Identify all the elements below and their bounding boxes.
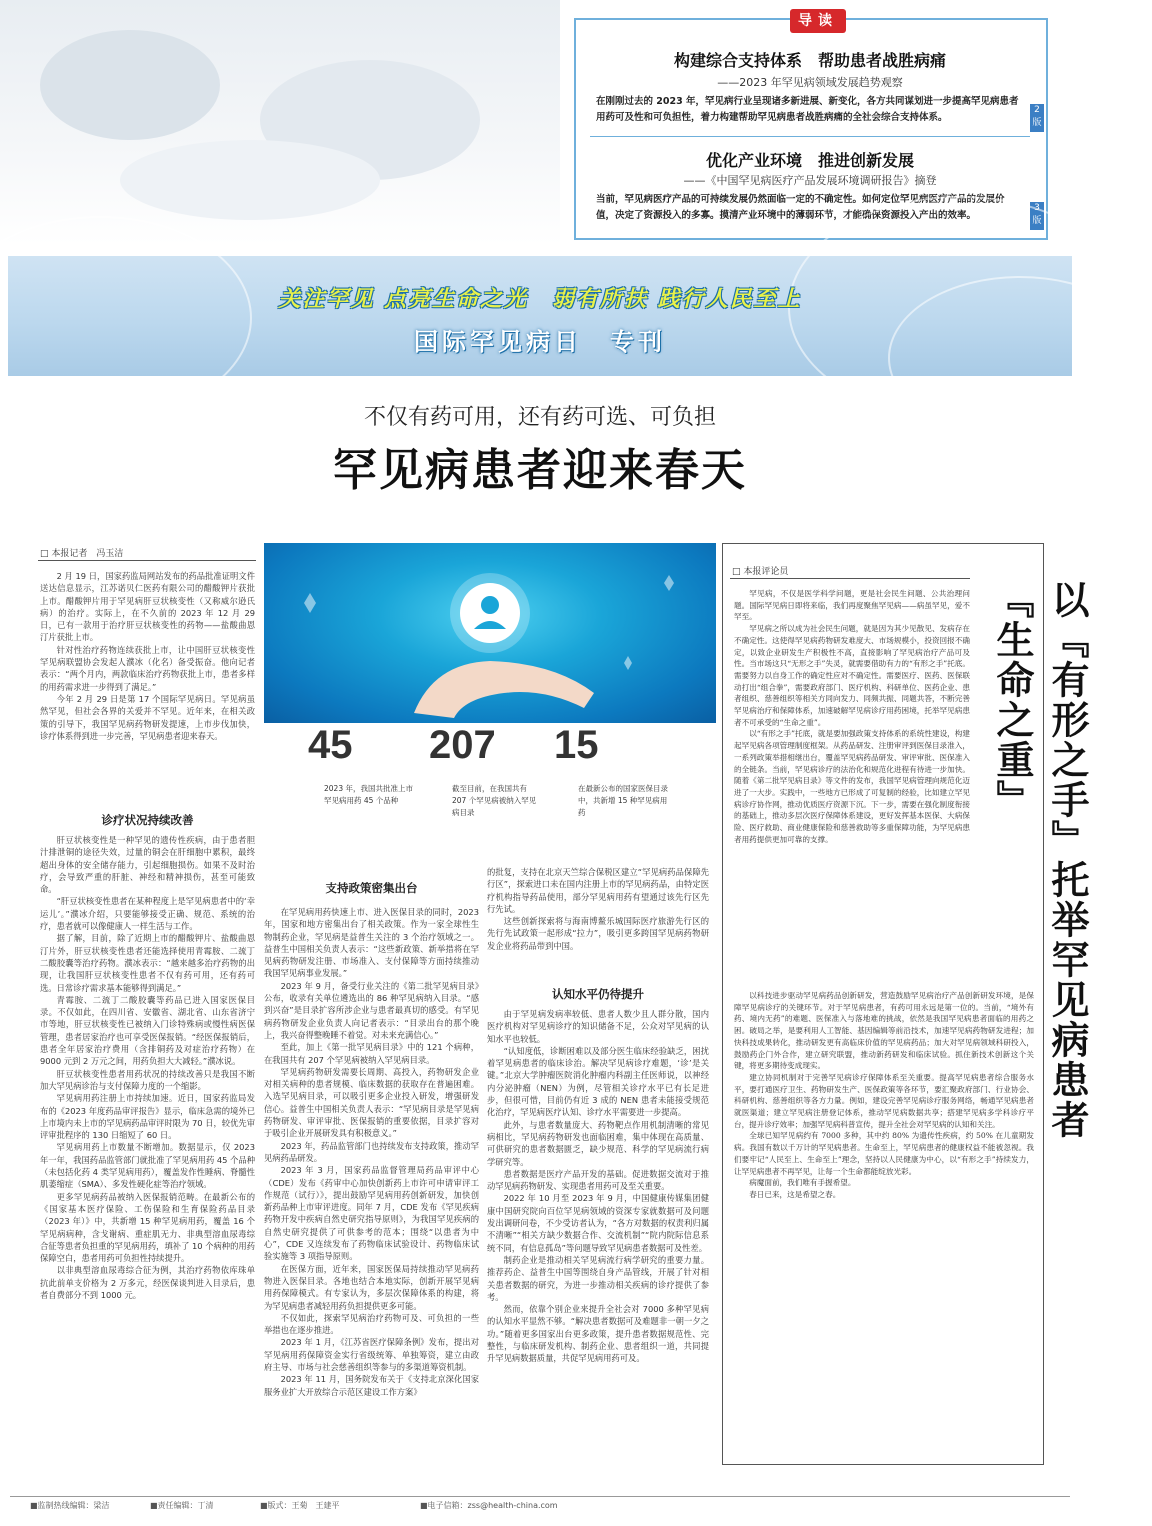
paragraph: 以“有形之手”托底，就是要加强政策支持体系的系统性建设，构建起罕见病各项管理制度框架。从药品研发、注册审评到医保目录准入，一系列政策举措相继出台，覆盖罕见病药品研发、审评审批、医保准入的全链条。当前，罕见病诊疗的法治化和规范化进程有待进一步加快。随着《第二批罕见病目录》等文件的发布，我国罕见病管理向规范化迈进了一大步。实践中，一些地方已形成了可复制的经验，比如建立罕见病诊疗协作网，推动优质医疗资源下沉。下一步，需要在强化制度衔接的基础上，推动多层次医疗保障体系建设，更好发挥基本医保、大病保险、医疗救助、商业健康保险和慈善救助等多重保障功能，为罕见病患者用药提供更加可靠的支撑。 [734,729,970,844]
paragraph: 建立协同机制对于完善罕见病诊疗保障体系至关重要。提高罕见病患者综合服务水平，要打通医疗卫生、药物研发生产、医保政策等各环节，要汇聚政府部门、行业协会、科研机构、慈善组织等各方力量。例如，建设完善罕见病诊疗服务网络，畅通罕见病患者就医渠道；建立罕见病注册登记体系，推动罕见病数据共享；搭建罕见病多学科诊疗平台，提升诊疗效率；加强罕见病科普宣传，提升全社会对罕见病的认知和关注。 [734,1072,1034,1129]
paragraph: 2023 年，药品监管部门也持续发布支持政策，推动罕见病药品研发。 [264,1140,479,1163]
guide-item2-subtitle: ——《中国罕见病医疗产品发展环境调研报告》摘登 [683,174,937,187]
commentary-text-lower [734,990,1034,1201]
subhead-2: 支持政策密集出台 [325,881,418,895]
paragraph: 全球已知罕见病约有 7000 多种，其中约 80% 为遗传性疾病，约 50% 在儿童期发病。我国有数以千万计的罕见病患者。生命至上，罕见病患者的健康权益不能被忽视。我们要牢记“人民至上、生命至上”理念，坚持以人民健康为中心，以“有形之手”持续发力，让罕见病患者不再罕见，让每一个生命都能绽放光彩。 [734,1131,1034,1176]
paragraph: 肝豆状核变性是一种罕见的遗传性疾病，由于患者胆汁排泄铜的途径失效，过量的铜会在肝细胞中累积，最终超出身体的安全储存能力，引起细胞损伤。如果不及时治疗，会导致严重的肝脏、神经和精神损伤，甚至可能致命。 [40,835,255,895]
paragraph: 以科技进步驱动罕见病药品创新研发，营造鼓励罕见病治疗产品创新研发环境，是保障罕见病诊疗的关键环节。对于罕见病患者，有药可用永远是第一位的。当前，“境外有药、境内无药”的难题、医保准入与落地难的挑战，依然是我国罕见病患者面临的用药之困。破局之举，是要利用人工智能、基因编辑等前沿技术，加速罕见病药物研发进程；加快科技成果转化，推动研发更有高临床价值的罕见病药品；加大对罕见病领域科研投入，鼓励药企门外合作，建立研究联盟，推动新药研发和临床试验。抓住新技术创新这个关键，将更多期待变成现实。 [734,991,1034,1071]
paragraph: 罕见病用药上市数量不断增加。数据显示，仅 2023 年一年，我国药品监管部门就批准了罕见病用药 45 个品种（未包括化药 4 类罕见病用药），覆盖发作性睡病、脊髓性肌萎缩症（SMA）、多发性硬化症等治疗领域。 [40,1142,255,1190]
paragraph: 青霉胺、二巯丁二酸胶囊等药品已进入国家医保目录。不仅如此，在四川省、安徽省、湖北省、山东省济宁市等地，肝豆状核变性已被纳入门诊特殊病或慢性病医保管理，患者居家治疗也可享受医保报销。“经医保报销后，患者全年居家治疗费用（含排铜药及对症治疗药物）在 9000 元到 2 万元之间，用药负担大大减轻。”濮冰说。 [40,994,255,1067]
paragraph: 罕见病之所以成为社会民生问题，就是因为其少见散见、发病存在不确定性。这使得罕见病药物研发难度大、市场规模小，投资回报不确定，以致企业研发生产积极性不高，直接影响了罕见病治疗产品可及性。当市场这只“无形之手”失灵，就需要借助有力的“有形之手”托底。需要努力以自身工作的确定性应对不确定性。需要医疗、医药、医保联动打出“组合拳”，需要政府部门、医疗机构、科研单位、医药企业、患者组织、慈善组织等相关方同向发力、同频共振、同题共答，不断完善罕见病治疗和保障体系，加速破解罕见病诊疗用药困境，托举罕见病患者不可承受的“生命之重”。 [734,624,970,727]
paragraph: 2022 年 10 月至 2023 年 9 月，中国健康传媒集团健康中国研究院向百位罕见病领域的资深专家就数据可及问题发出调研问卷，不少受访者认为，“各方对数据的权责利归属不清晰”“相关方缺少数据合作、交流机制”“院内院际信息系统不同，有信息孤岛”等问题导致罕见病患者数据可及性差。 [487,1193,709,1253]
guide-item2-page[interactable]: 3版 [1030,202,1044,230]
guide-tag: 导读 [790,9,846,33]
footer-item: ■监制热线编辑：梁洁 [30,1501,110,1510]
paragraph: 的批复，支持在北京天竺综合保税区建立“罕见病药品保障先行区”，探索进口未在国内注册上市的罕见病药品，由特定医疗机构指导药品使用，部分罕见病用药有望通过该先行区先行先试。 [487,867,709,914]
paragraph: 春日已来，这是希望之春。 [749,1189,841,1199]
commentary-rule [730,578,970,579]
guide-separator [590,136,1030,137]
byline-rule [38,560,256,561]
column-1-intro [40,570,255,742]
banner-slogan: 关注罕见 点亮生命之光 弱有所扶 践行人民至上 [278,287,802,312]
column-2-body [264,906,479,1398]
paragraph: 罕见病用药注册上市持续加速。近日，国家药监局发布的《2023 年度药品审评报告》显示，临床急需的境外已上市境内未上市的罕见病药品审评时限为 70 日，较优先审评审批程序的 130 日缩短了 60 日。 [40,1093,255,1141]
paragraph: 此外，与患者数量庞大、药物靶点作用机制清晰的常见病相比，罕见病药物研发也面临困难，集中体现在高质量、可供研究的患者数据匮乏，缺少规范、科学的罕见病流行病学研究等。 [487,1119,709,1167]
paragraph: 罕见病，不仅是医学科学问题，更是社会民生问题、公共治理问题。国际罕见病日即将来临，我们再度聚焦罕见病——病虽罕见，爱不罕至。 [734,589,970,622]
commentary-byline: □ 本报评论员 [732,567,789,577]
paragraph: “认知度低，诊断困难以及部分医生临床经验缺乏，困扰着罕见病患者的临床诊治。解决罕见病诊疗难题，‘诊’是关键。”北京大学肿瘤医院消化肿瘤内科副主任医师说，以神经内分泌肿瘤（NEN）为例，尽管相关诊疗水平已有长足进步，但很可惜，目前仍有近 3 成的 NEN 患者未能接受规范化治疗，罕见病医疗认知、诊疗水平需要进一步提高。 [487,1045,709,1118]
paragraph: 据了解，目前，除了近期上市的醋酸钾片、盐酸曲恩汀片外，肝豆状核变性患者还能选择使用青霉胺、二巯丁二酸胶囊等治疗药物。濮冰表示：“越来越多治疗药物的出现，让我国肝豆状核变性患者不仅有药可用，还有药可选。日常诊疗需求基本能够得到满足。” [40,933,255,993]
commentary-text-upper [734,588,970,845]
commentary-title: 以『有形之手』托举罕见病患者『生命之重』 [990,580,1090,1140]
paragraph: 2 月 19 日，国家药监局网站发布的药品批准证明文件送达信息显示，江苏诺贝仁医药有限公司的醋酸钾片获批上市。醋酸钾片用于罕见病肝豆状核变性（又称威尔逊氏病）的治疗。实际上，在不久前的 2023 年 12 月 29 日，已有一款用于治疗肝豆状核变性的药物——盐酸曲恩汀片获批上市。 [40,571,255,643]
paragraph: 在罕见病用药快速上市、进入医保目录的同时，2023 年，国家和地方密集出台了相关政策。作为一家全球性生物制药企业，罕见病是益普生关注的 3 个治疗领域之一。益普生中国相关负责人表示：“这些新政策、新举措将在罕见病药物研发注册、市场准入、支付保障等方面持续推动我国罕见病事业发展。” [264,907,479,979]
stat-caption-1: 2023 年，我国共批准上市罕见病用药 45 个品种 [324,784,413,805]
paragraph: 更多罕见病药品被纳入医保报销范畴。在最新公布的《国家基本医疗保险、工伤保险和生育保险药品目录（2023 年）》中，共新增 15 种罕见病用药，覆盖 16 个罕见病病种，含戈谢病、重症肌无力、非典型溶血尿毒综合征等患者负担重的罕见病用药，填补了 10 个病种的用药保障空白，患者用药可负担性持续提升。 [40,1191,255,1264]
subhead-1: 诊疗状况持续改善 [101,813,194,827]
article-headline: 罕见病患者迎来春天 [333,445,747,496]
guide-item2-title: 优化产业环境 推进创新发展 [705,151,914,170]
top-left-photo [0,0,560,245]
paragraph: 肝豆状核变性患者用药状况的持续改善只是我国不断加大罕见病诊治与支付保障力度的一个缩影。 [40,1068,255,1091]
paragraph: 2023 年 1 月，《江苏省医疗保障条例》发布，提出对罕见病用药保障资金实行省级统筹、单独筹资，建立由政府主导、市场与社会慈善组织等参与的多渠道筹资机制。 [264,1337,479,1372]
paragraph: 不仅如此，探索罕见病治疗药物可及、可负担的一些举措也在逐步推进。 [264,1312,479,1336]
stat-caption-2: 截至目前，在我国共有 207 个罕见病被纳入罕见病目录 [452,784,537,817]
guide-item1-title: 构建综合支持体系 帮助患者战胜病痛 [673,51,946,70]
article-byline: □ 本报记者 冯玉洁 [40,549,124,559]
stat-value-3: 15 [554,723,599,767]
guide-item1-page[interactable]: 2版 [1030,104,1044,132]
paragraph: 针对性治疗药物连续获批上市，让中国肝豆状核变性罕见病联盟协会发起人濮冰（化名）备受振奋。他向记者表示：“两个月内，两款临床治疗药物获批上市，患者多样的用药需求进一步得到了满足。” [40,644,255,692]
paragraph: 由于罕见病发病率较低、患者人数少且人群分散，国内医疗机构对罕见病诊疗的知识储备不足，公众对罕见病的认知水平也较低。 [487,1009,709,1044]
infographic [264,543,716,863]
article-kicker: 不仅有药可用，还有药可选、可负担 [363,405,716,430]
footer-item: ■责任编辑：丁清 [150,1501,214,1510]
guide-item1-body: 在刚刚过去的 2023 年，罕见病行业呈现诸多新进展、新变化，各方共同谋划进一步提高罕见病患者用药可及性和可负担性，着力构建帮助罕见病患者战胜病痛的全社会综合支持体系。 [596,96,1019,123]
hand-holding-person-icon [264,543,716,723]
guide-item1-subtitle: ——2023 年罕见病领域发展趋势观察 [717,76,903,89]
stat-value-1: 45 [308,723,353,767]
paragraph: 以非典型溶血尿毒综合征为例，其治疗药物依库珠单抗此前单支价格为 2 万多元，经医保谈判进入目录后，患者自费部分不到 1000 元。 [40,1265,255,1300]
paragraph: 今年 2 月 29 日是第 17 个国际罕见病日。罕见病虽然罕见，但社会各界的关爱并不罕见。近年来，在相关政策的引导下，我国罕见病药物研发提速，上市步伐加快，诊疗体系得到进一步完善，罕见病患者迎来春天。 [40,693,255,741]
page-footer [10,1496,1070,1515]
special-banner [8,256,1072,376]
column-3-body [487,1008,709,1365]
stat-value-2: 207 [429,723,496,767]
guide-item2-body: 当前，罕见病医疗产品的可持续发展仍然面临一定的不确定性。如何定位罕见病医疗产品的发展价值，决定了资源投入的多寡。摸清产业环境中的薄弱环节，才能确保资源投入产出的效率。 [596,194,1005,221]
column-3-intro [487,866,709,952]
byline-text: 本报记者 冯玉洁 [51,549,124,559]
stat-caption-3: 在最新公布的国家医保目录中，共新增 15 种罕见病用药 [578,784,668,817]
footer-email[interactable]: ■电子信箱：zss@health-china.com [420,1501,558,1510]
banner-special-title: 国际罕见病日 专刊 [414,328,666,356]
paragraph: 在医保方面，近年来，国家医保局持续推动罕见病药物进入医保目录。各地也结合本地实际，创新开展罕见病用药保障模式。有专家认为，多层次保障体系的构建，将为罕见病患者减轻用药负担提供更多可能。 [264,1263,479,1311]
column-1-body [40,834,255,1301]
paragraph: 至此，加上《第一批罕见病目录》中的 121 个病种，在我国共有 207 个罕见病被纳入罕见病目录。 [264,1042,479,1065]
paragraph: 患者数据是医疗产品开发的基础。促进数据交流对于推动罕见病药物研发、实现患者用药可及至关重要。 [487,1168,709,1192]
commentary-byline-text: 本报评论员 [743,567,789,577]
paragraph: 这些创新探索将与海南博鳌乐城国际医疗旅游先行区的先行先试政策一起形成“拉力”，吸引更多跨国罕见病药物研发企业将药品带到中国。 [487,916,709,951]
paragraph: 病魔面前，我们唯有手握希望。 [749,1178,856,1188]
subhead-3: 认知水平仍待提升 [552,987,644,1001]
infographic-image [264,543,716,723]
paragraph: 然而，依靠个别企业来提升全社会对 7000 多种罕见病的认知水平显然不够。“解决患者数据可及难题非一朝一夕之功。”随着更多国家出台更多政策，提升患者数据规范性、完整性，与临床研发机构、制药企业、患者组织一道，共同提升罕见病数据质量，共促罕见病用药可及。 [487,1304,709,1364]
paragraph: 2023 年 9 月，备受行业关注的《第二批罕见病目录》公布，收录有关单位遴选出的 86 种罕见病纳入目录。“感到兴奋”是目录扩容所涉企业与患者最真切的感受。有罕见病药物研发企业负责人向记者表示：“目录出台的那个晚上，我兴奋得整晚睡不着觉。对未来充满信心。” [264,980,479,1040]
paragraph: 制药企业是推动相关罕见病流行病学研究的重要力量。推荐药企、益普生中国等围绕自身产品管线，开展了针对相关患者数据的研究，为进一步推动相关疾病的诊疗提供了参考。 [487,1254,709,1302]
paragraph: 2023 年 3 月，国家药品监督管理局药品审评中心（CDE）发布《药审中心加快创新药上市许可申请审评工作规范（试行）》，提出鼓励罕见病用药创新研发，加快创新药品种上市审评进度。同年 7 月，CDE 发布《罕见疾病药物开发中疾病自然史研究指导原则》，为我国罕见疾病的自然史研究提供了可供参考的范本；围绕“以患者为中心”，CDE 又连续发布了药物临床试验设计、药物临床试验实施等 3 项指导原则。 [264,1165,479,1262]
paragraph: 2023 年 11 月，国务院发布关于《支持北京深化国家服务业扩大开放综合示范区建设工作方案》 [264,1374,479,1397]
footer-item: ■版式：王菊 王建平 [260,1501,340,1510]
paragraph: “肝豆状核变性患者在某种程度上是罕见病患者中的‘幸运儿’。”濮冰介绍，只要能够接受正确、规范、系统的治疗，患者就可以像健康人一样生活与工作。 [40,896,255,932]
paragraph: 罕见病药物研发需要长周期、高投入，药物研发企业对相关病种的患者规模、临床数据的获取存在普遍困难。入选罕见病目录，可以吸引更多企业投入研发，增强研发信心。益普生中国相关负责人表示：“罕见病目录是罕见病药物研发、审评审批、医保报销的重要依据，目录扩容对于吸引企业开展研发具有积极意义。” [264,1066,479,1139]
